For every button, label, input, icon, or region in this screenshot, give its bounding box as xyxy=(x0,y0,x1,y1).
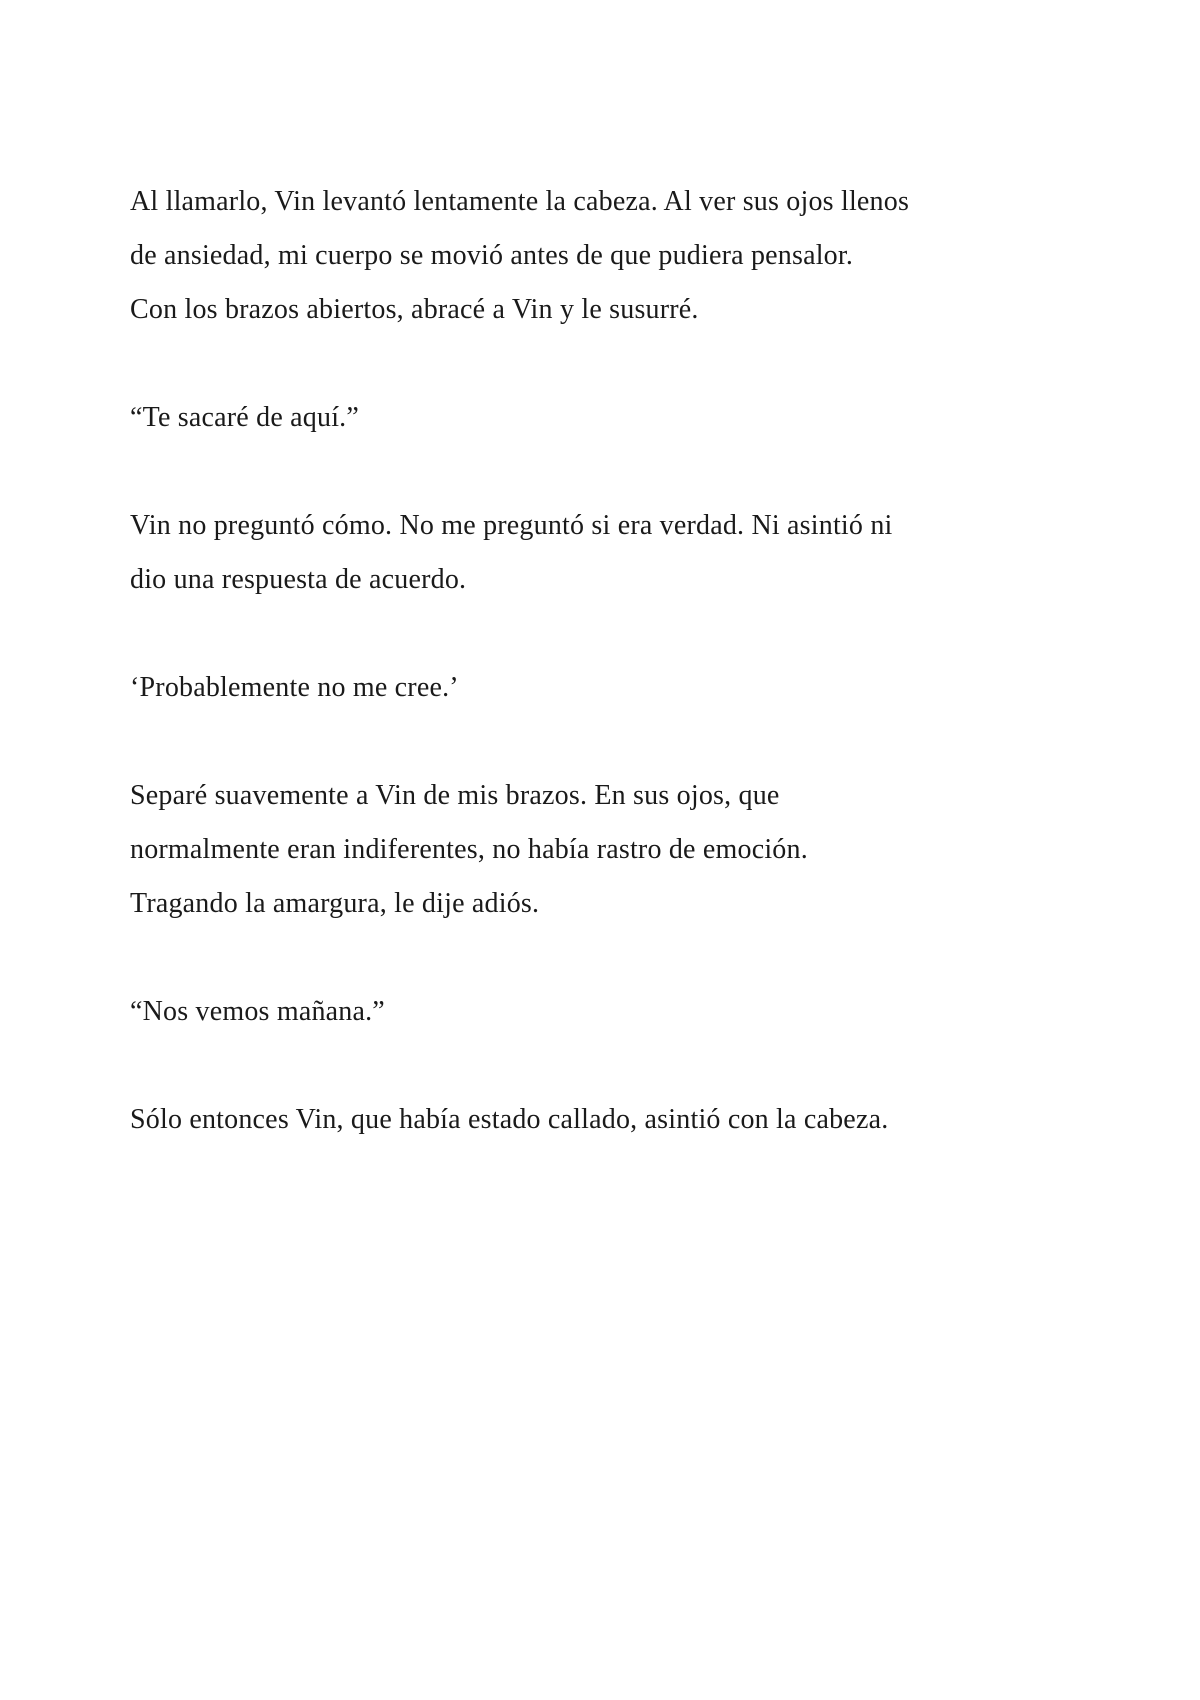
paragraph-7 xyxy=(130,1093,1090,1147)
text-line: Tragando la amargura, le dije adiós. xyxy=(130,888,540,919)
document-body xyxy=(130,175,1090,1201)
paragraph-6-dialogue xyxy=(130,985,1090,1039)
text-line: “Nos vemos mañana.” xyxy=(130,996,385,1027)
text-line: normalmente eran indiferentes, no había rastro de emoción. xyxy=(130,834,808,865)
text-line: “Te sacaré de aquí.” xyxy=(130,402,359,433)
paragraph-1 xyxy=(130,175,1090,337)
text-line: dio una respuesta de acuerdo. xyxy=(130,564,467,595)
text-line: Vin no preguntó cómo. No me preguntó si era verdad. Ni asintió ni xyxy=(130,510,893,541)
paragraph-3 xyxy=(130,499,1090,607)
paragraph-4-thought xyxy=(130,661,1090,715)
paragraph-2-dialogue xyxy=(130,391,1090,445)
paragraph-5 xyxy=(130,769,1090,931)
text-line: de ansiedad, mi cuerpo se movió antes de que pudiera pensalor. xyxy=(130,240,854,271)
text-line: Con los brazos abiertos, abracé a Vin y le susurré. xyxy=(130,294,699,325)
text-line: Separé suavemente a Vin de mis brazos. En sus ojos, que xyxy=(130,780,780,811)
text-line: Sólo entonces Vin, que había estado callado, asintió con la cabeza. xyxy=(130,1104,889,1135)
text-line: Al llamarlo, Vin levantó lentamente la cabeza. Al ver sus ojos llenos xyxy=(130,186,910,217)
text-line: ‘Probablemente no me cree.’ xyxy=(130,672,459,703)
